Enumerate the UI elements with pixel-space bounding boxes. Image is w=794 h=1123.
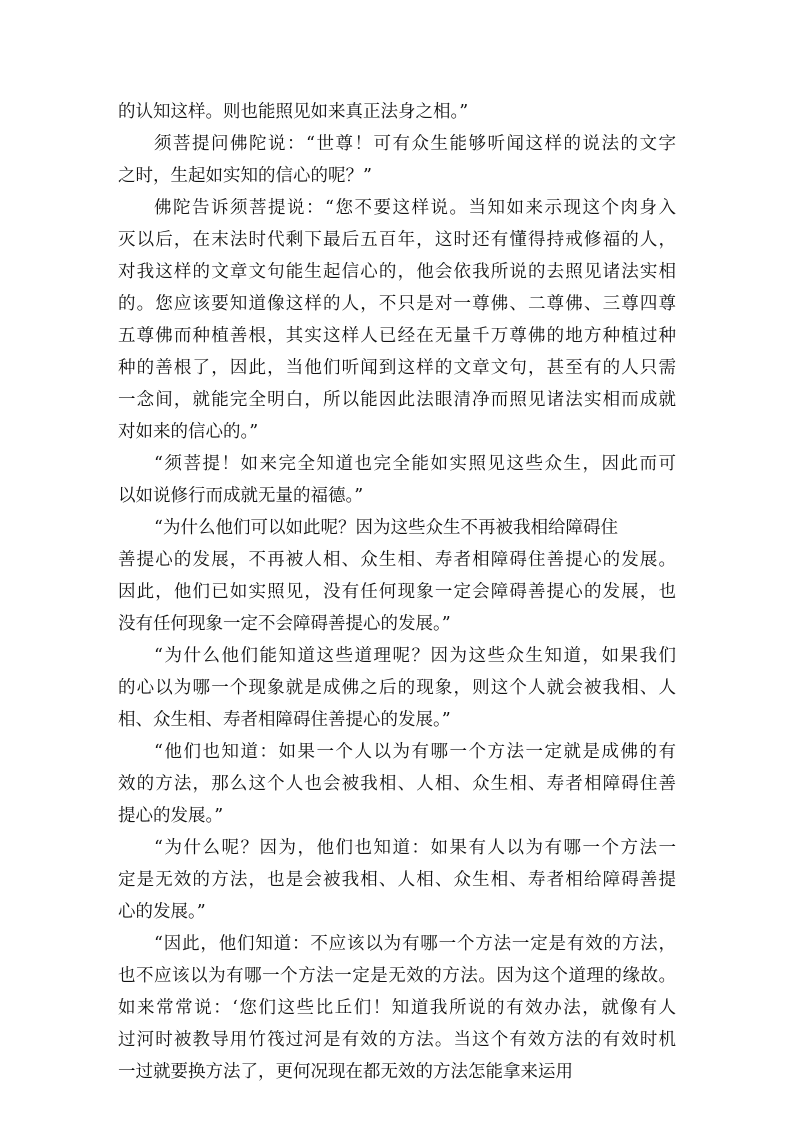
text-line: “为什么他们可以如此呢？因为这些众生不再被我相给障碍住 xyxy=(154,518,618,538)
text-line: 的心以为哪一个现象就是成佛之后的现象，则这个人就会被我相、人 xyxy=(118,678,676,698)
text-line: 的。您应该要知道像这样的人，不只是对一尊佛、二尊佛、三尊四尊 xyxy=(118,294,676,314)
text-line: “因此，他们知道：不应该以为有哪一个方法一定是有效的方法， xyxy=(154,934,676,954)
text-line: “须菩提！如来完全知道也完全能如实照见这些众生，因此而可 xyxy=(154,454,676,474)
text-line: 种的善根了，因此，当他们听闻到这样的文章文句，甚至有的人只需 xyxy=(118,358,676,378)
text-line: 提心的发展。” xyxy=(118,806,224,826)
text-line: 佛陀告诉须菩提说：“您不要这样说。当知如来示现这个肉身入 xyxy=(154,198,676,218)
text-line: 一过就要换方法了，更何况现在都无效的方法怎能拿来运用 xyxy=(118,1062,573,1082)
text-line: 相、众生相、寿者相障碍住善提心的发展。” xyxy=(118,710,451,730)
text-line: 五尊佛而种植善根，其实这样人已经在无量千万尊佛的地方种植过种 xyxy=(118,326,676,346)
text-line: 定是无效的方法，也是会被我相、人相、众生相、寿者相给障碍善提 xyxy=(118,870,676,890)
text-line: “为什么呢？因为，他们也知道：如果有人以为有哪一个方法一 xyxy=(154,838,676,858)
text-line: “他们也知道：如果一个人以为有哪一个方法一定就是成佛的有 xyxy=(154,742,676,762)
text-line: 因此，他们已如实照见，没有任何现象一定会障碍善提心的发展，也 xyxy=(118,582,676,602)
body-text xyxy=(118,96,676,1088)
text-line: 过河时被教导用竹筏过河是有效的方法。当这个有效方法的有效时机 xyxy=(118,1030,676,1050)
text-line: “为什么他们能知道这些道理呢？因为这些众生知道，如果我们 xyxy=(154,646,676,666)
text-line: 心的发展。” xyxy=(118,902,206,922)
text-line: 没有任何现象一定不会障碍善提心的发展。” xyxy=(118,614,451,634)
text-line: 对如来的信心的。” xyxy=(118,422,259,442)
text-line: 灭以后，在末法时代剩下最后五百年，这时还有懂得持戒修福的人， xyxy=(118,230,676,250)
text-line: 如来常常说：‘您们这些比丘们！知道我所说的有效办法，就像有人 xyxy=(118,998,676,1018)
text-line: 以如说修行而成就无量的福德。” xyxy=(118,486,364,506)
text-line: 一念间，就能完全明白，所以能因此法眼清净而照见诸法实相而成就 xyxy=(118,390,676,410)
text-line: 对我这样的文章文句能生起信心的，他会依我所说的去照见诸法实相 xyxy=(118,262,676,282)
text-line: 也不应该以为有哪一个方法一定是无效的方法。因为这个道理的缘故。 xyxy=(118,966,676,986)
text-line: 须菩提问佛陀说：“世尊！可有众生能够听闻这样的说法的文字 xyxy=(154,134,676,154)
text-line: 善提心的发展，不再被人相、众生相、寿者相障碍住善提心的发展。 xyxy=(118,550,676,570)
text-line: 的认知这样。则也能照见如来真正法身之相。” xyxy=(118,102,469,122)
text-line: 之时，生起如实知的信心的呢？” xyxy=(118,166,372,186)
text-line: 效的方法，那么这个人也会被我相、人相、众生相、寿者相障碍住善 xyxy=(118,774,676,794)
